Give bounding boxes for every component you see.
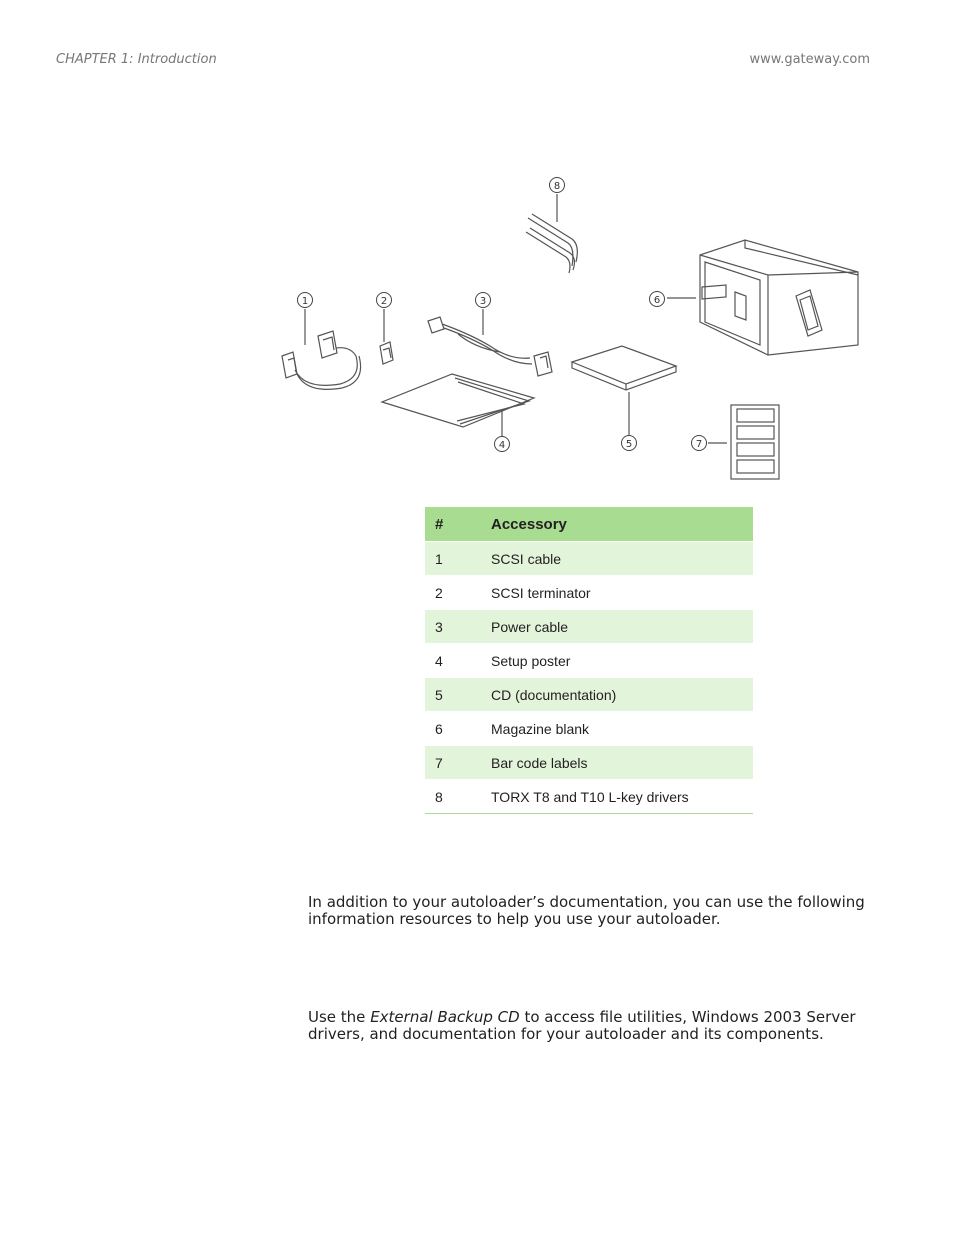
autoloader-drawing: [667, 240, 858, 355]
column-header-accessory: Accessory: [481, 507, 753, 542]
row-number: 5: [425, 678, 481, 712]
row-accessory: Power cable: [481, 610, 753, 644]
paragraph-text-before: Use the: [308, 1008, 371, 1026]
table-row: [425, 746, 753, 780]
accessories-table: [425, 507, 753, 814]
power-cable-drawing: [428, 309, 552, 376]
table-row: [425, 678, 753, 712]
row-accessory: SCSI terminator: [481, 576, 753, 610]
paragraph-text-after: to access file utilities, Windows 2003 Server drivers, and documentation for your autoloader and its components.: [308, 1008, 856, 1043]
scsi-terminator-drawing: [380, 309, 393, 364]
table-header-row: [425, 507, 753, 542]
callout-2: 2: [380, 296, 388, 307]
column-header-number: #: [425, 507, 481, 542]
callout-8: 8: [553, 181, 561, 192]
table-row: [425, 542, 753, 576]
row-number: 2: [425, 576, 481, 610]
row-accessory: Bar code labels: [481, 746, 753, 780]
callout-6: 6: [653, 295, 661, 306]
scsi-cable-drawing: [282, 309, 361, 389]
row-number: 1: [425, 542, 481, 576]
row-accessory: Magazine blank: [481, 712, 753, 746]
table-row: [425, 576, 753, 610]
row-number: 8: [425, 780, 481, 814]
chapter-heading: CHAPTER 1: Introduction: [56, 52, 217, 67]
callout-3: 3: [479, 296, 487, 307]
row-number: 4: [425, 644, 481, 678]
accessories-illustration: [260, 160, 900, 500]
row-number: 3: [425, 610, 481, 644]
website-link[interactable]: www.gateway.com: [749, 52, 870, 67]
backup-cd-paragraph: [308, 1009, 878, 1043]
cd-drawing: [572, 346, 676, 435]
table-row: [425, 712, 753, 746]
row-accessory: SCSI cable: [481, 542, 753, 576]
callout-4: 4: [498, 440, 506, 451]
callout-1: 1: [301, 296, 309, 307]
table-row: [425, 780, 753, 814]
row-accessory: CD (documentation): [481, 678, 753, 712]
backup-cd-title: External Backup CD: [370, 1008, 520, 1026]
callout-7: 7: [695, 439, 703, 450]
row-accessory: Setup poster: [481, 644, 753, 678]
lkey-drivers-drawing: [526, 194, 577, 273]
barcode-labels-drawing: [708, 405, 779, 479]
row-number: 6: [425, 712, 481, 746]
setup-poster-drawing: [382, 374, 534, 437]
table-row: [425, 644, 753, 678]
row-number: 7: [425, 746, 481, 780]
callout-5: 5: [625, 439, 633, 450]
row-accessory: TORX T8 and T10 L-key drivers: [481, 780, 753, 814]
intro-paragraph: In addition to your autoloader’s documentation, you can use the following information resources to help you use your autoloader.: [308, 893, 865, 928]
table-row: [425, 610, 753, 644]
